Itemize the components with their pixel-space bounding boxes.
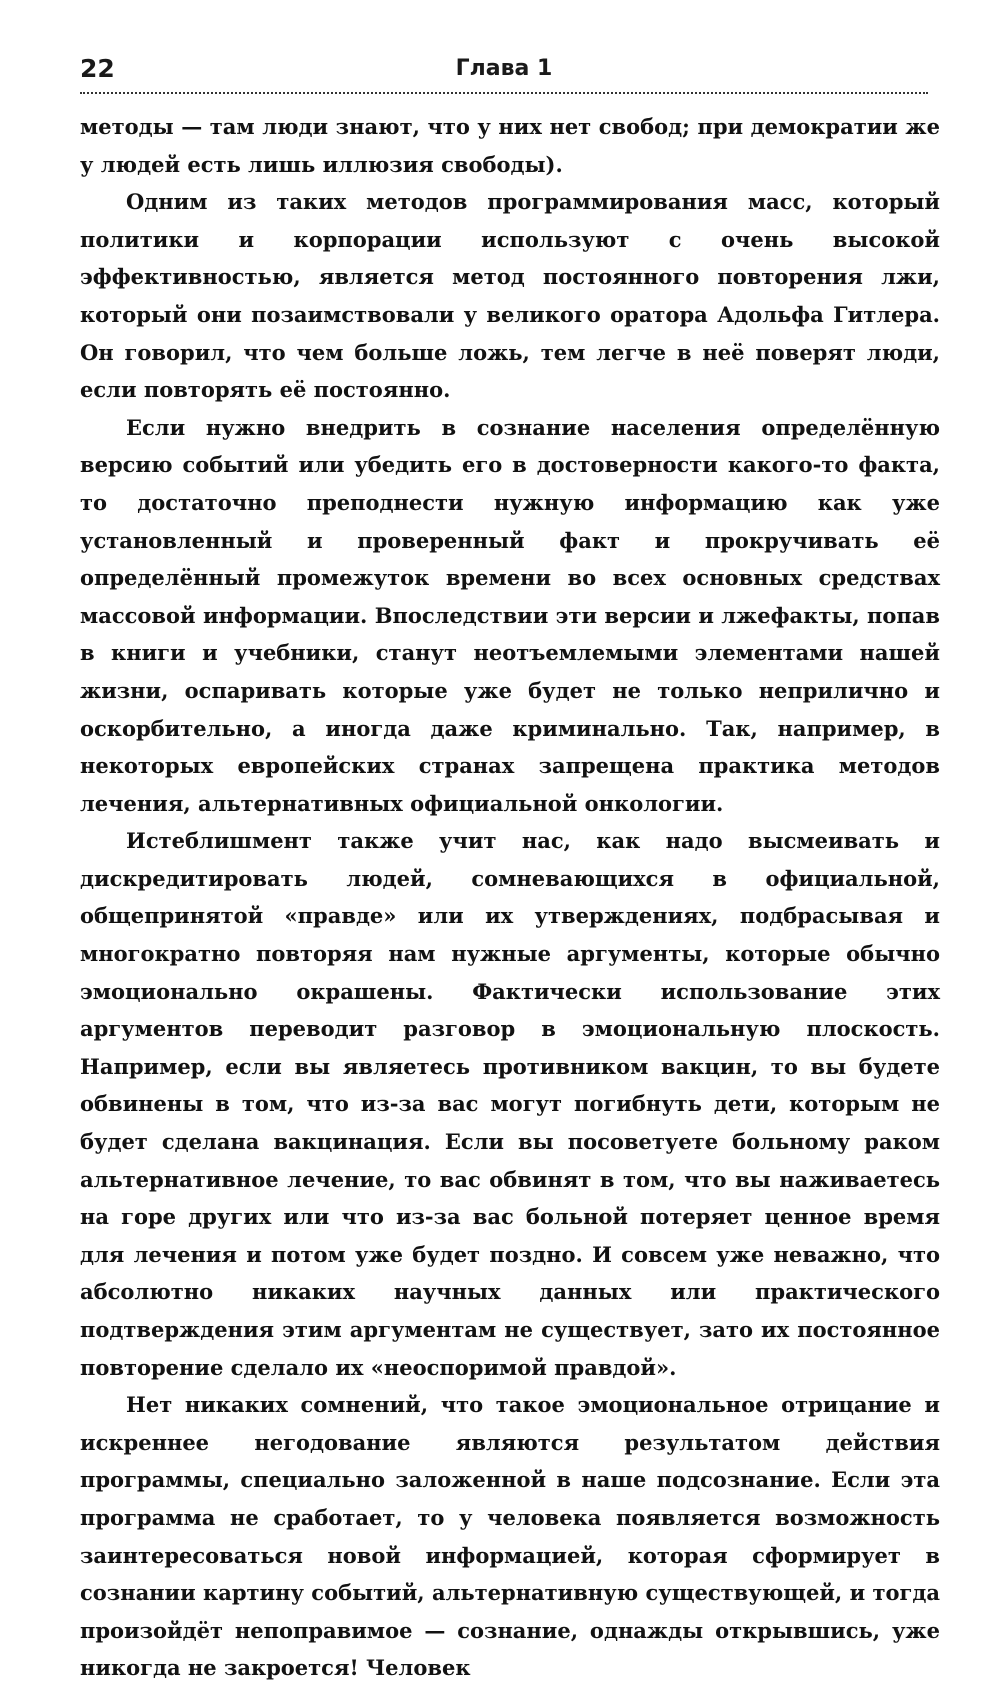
- running-head: [80, 52, 928, 94]
- paragraph-continued: методы — там люди знают, что у них нет свобод; при демократии же у людей есть лишь иллюзия свободы).: [80, 114, 940, 177]
- body-text: [80, 108, 940, 1687]
- paragraph: Если нужно внедрить в сознание населения определённую версию событий или убедить его в достоверности какого-то факта, то достаточно преподнести нужную информацию как уже установленный и проверенный факт и прокручивать её определённый промежуток времени во всех основных средствах массовой информации. Впоследствии эти версии и лжефакты, попав в книги и учебники, станут неотъемлемыми элементами нашей жизни, оспаривать которые уже будет не только неприлично и оскорбительно, а иногда даже криминально. Так, например, в некоторых европейских странах запрещена практика методов лечения, альтернативных официальной онкологии.: [80, 414, 940, 816]
- chapter-title: Глава 1: [455, 56, 553, 81]
- paragraph: Нет никаких сомнений, что такое эмоциональное отрицание и искреннее негодование являются результатом действия программы, специально заложенной в наше подсознание. Если эта программа не сработает, то у человека появляется возможность заинтересоваться новой информацией, которая сформирует в сознании картину событий, альтернативную существующей, и тогда произойдёт непоправимое — сознание, однажды открывшись, уже никогда не закроется! Человек: [80, 1392, 940, 1681]
- paragraph: Одним из таких методов программирования масс, который политики и корпорации используют с очень высокой эффективностью, является метод постоянного повторения лжи, который они позаимствовали у великого оратора Адольфа Гитлера. Он говорил, что чем больше ложь, тем легче в неё поверят люди, если повторять её постоянно.: [80, 189, 940, 403]
- page-number: 22: [80, 54, 115, 83]
- paragraph: Истеблишмент также учит нас, как надо высмеивать и дискредитировать людей, сомневающихся в официальной, общепринятой «правде» или их утверждениях, подбрасывая и многократно повторяя нам нужные аргументы, которые обычно эмоционально окрашены. Фактически использование этих аргументов переводит разговор в эмоциональную плоскость. Например, если вы являетесь противником вакцин, то вы будете обвинены в том, что из-за вас могут погибнуть дети, которым не будет сделана вакцинация. Если вы посоветуете больному раком альтернативное лечение, то вас обвинят в том, что вы наживаетесь на горе других или что из-за вас больной потеряет ценное время для лечения и потом уже будет поздно. И совсем уже неважно, что абсолютно никаких научных данных или практического подтверждения этим аргументам не существует, зато их постоянное повторение сделало их «неоспоримой правдой».: [80, 828, 940, 1380]
